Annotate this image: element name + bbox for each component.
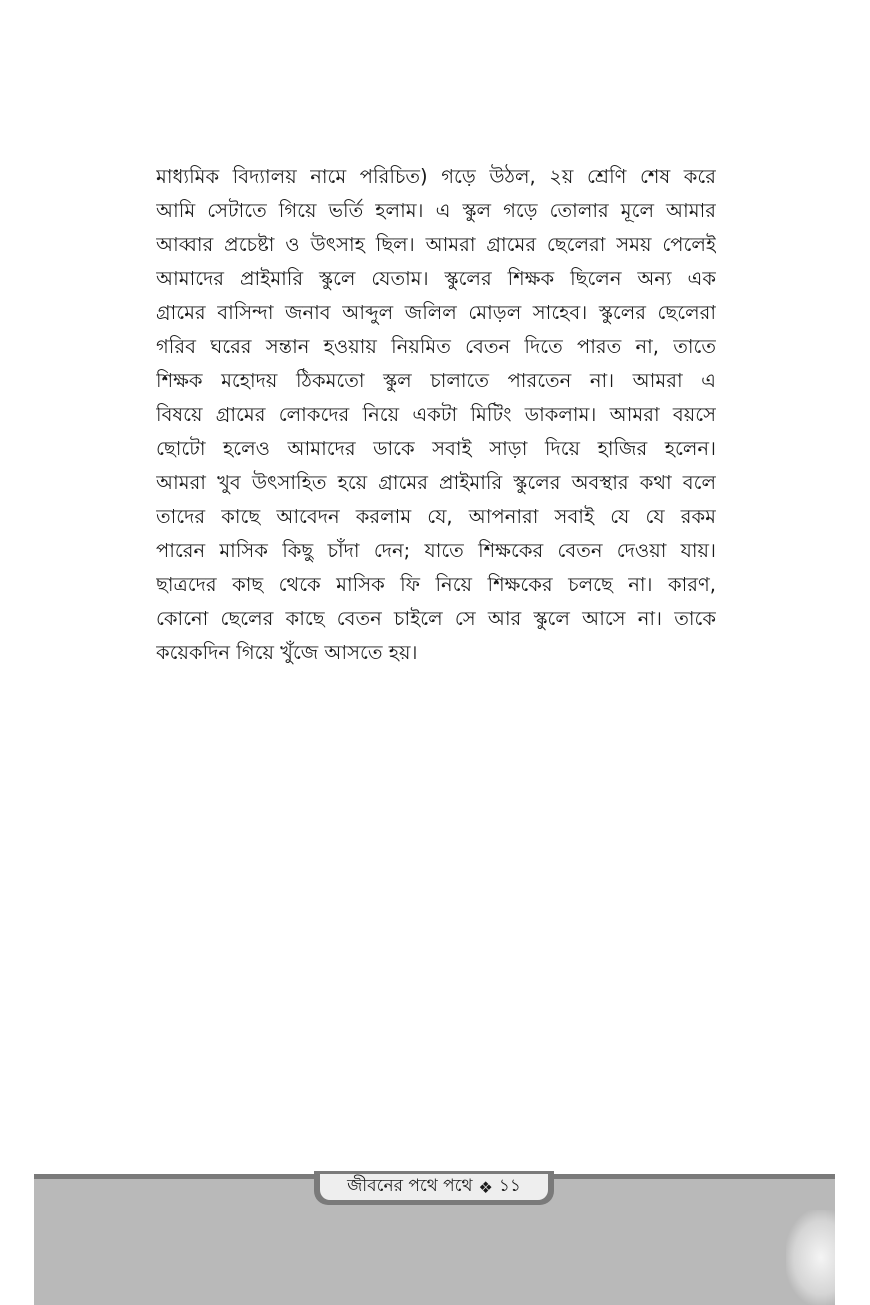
body-line: আব্বার প্রচেষ্টা ও উৎসাহ ছিল। আমরা গ্রামের ছেলেরা সময় পেলেই [156,233,716,256]
body-line: গরিব ঘরের সন্তান হওয়ায় নিয়মিত বেতন দিতে পারত না, তাতে [156,335,716,358]
body-line: গ্রামের বাসিন্দা জনাব আব্দুল জলিল মোড়ল সাহেব। স্কুলের ছেলেরা [156,301,716,324]
diamond-ornament-icon: ❖ [478,1177,493,1197]
running-footer [320,1174,548,1200]
book-title: জীবনের পথে পথে [347,1176,473,1196]
body-line: শিক্ষক মহোদয় ঠিকমতো স্কুল চালাতে পারতেন না। আমরা এ [156,369,716,392]
body-line: ছোটো হলেও আমাদের ডাকে সবাই সাড়া দিয়ে হাজির হলেন। [156,437,716,460]
body-line: আমাদের প্রাইমারি স্কুলে যেতাম। স্কুলের শিক্ষক ছিলেন অন্য এক [156,267,716,290]
body-line: মাধ্যমিক বিদ্যালয় নামে পরিচিত) গড়ে উঠল, ২য় শ্রেণি শেষ করে [156,165,716,188]
body-line: তাদের কাছে আবেদন করলাম যে, আপনারা সবাই যে যে রকম [156,505,716,528]
scan-smudge [786,1210,856,1305]
body-text [156,160,716,670]
page-number: ১১ [498,1176,521,1196]
body-line: বিষয়ে গ্রামের লোকদের নিয়ে একটা মিটিং ডাকলাম। আমরা বয়সে [156,403,716,426]
body-line: কোনো ছেলের কাছে বেতন চাইলে সে আর স্কুলে আসে না। তাকে [156,607,716,630]
body-line: আমরা খুব উৎসাহিত হয়ে গ্রামের প্রাইমারি স্কুলের অবস্থার কথা বলে [156,471,716,494]
body-line: আমি সেটাতে গিয়ে ভর্তি হলাম। এ স্কুল গড়ে তোলার মূলে আমার [156,199,716,222]
body-line: ছাত্রদের কাছ থেকে মাসিক ফি নিয়ে শিক্ষকের চলছে না। কারণ, [156,573,716,596]
body-line: পারেন মাসিক কিছু চাঁদা দেন; যাতে শিক্ষকের বেতন দেওয়া যায়। [156,539,716,562]
body-line: কয়েকদিন গিয়ে খুঁজে আসতে হয়। [156,641,418,664]
